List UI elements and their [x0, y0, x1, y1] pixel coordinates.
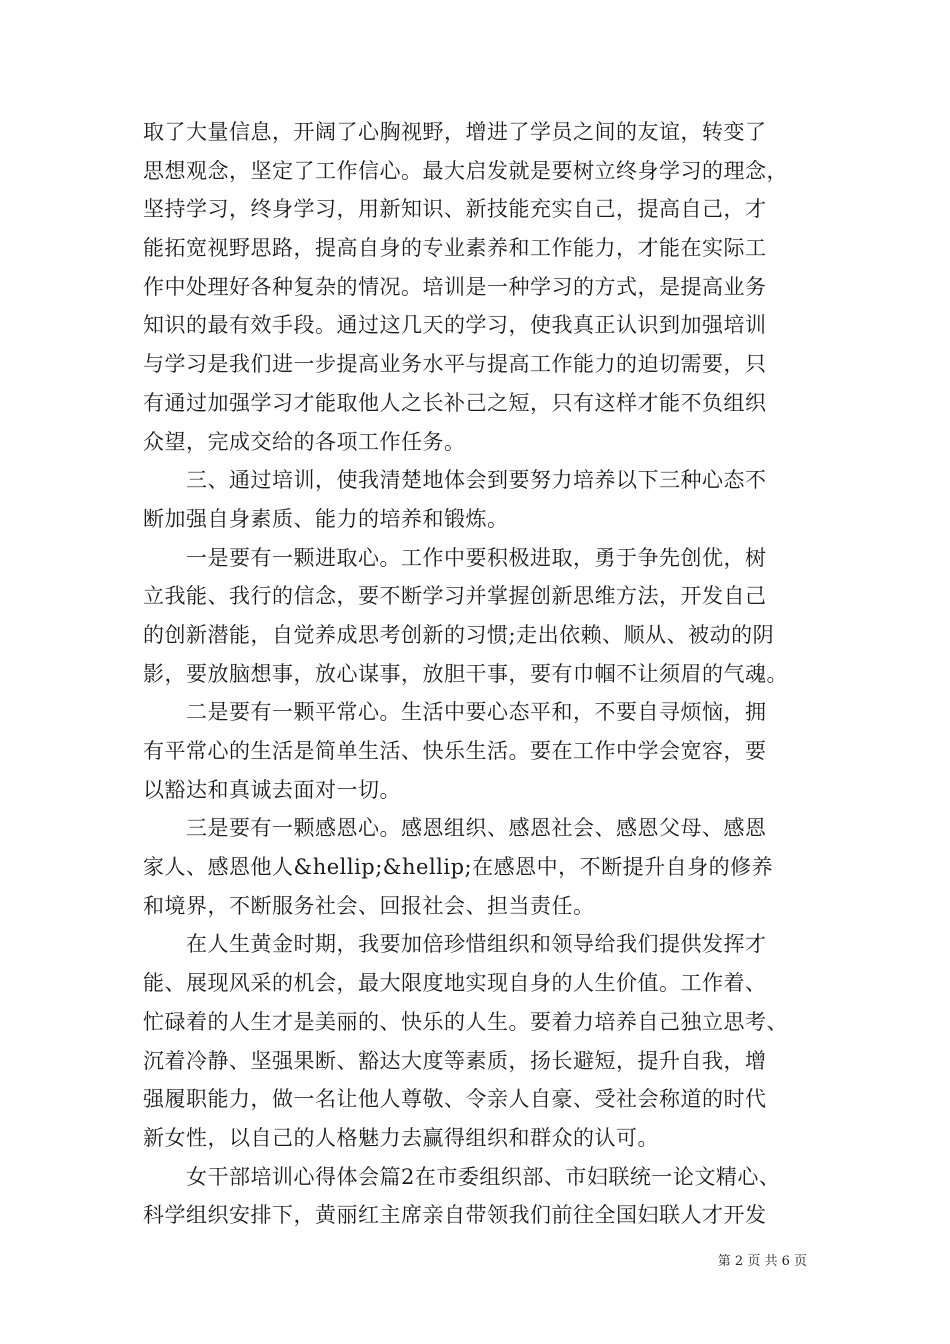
- text-line: 强履职能力，做一名让他人尊敬、令亲人自豪、受社会称道的时代: [143, 1087, 767, 1112]
- text-line: 二是要有一颗平常心。生活中要心态平和，不要自寻烦恼，拥: [143, 700, 767, 725]
- body-text: [143, 113, 815, 1235]
- text-line: 作中处理好各种复杂的情况。培训是一种学习的方式，是提高业务: [143, 274, 767, 299]
- text-line: 沉着冷静、坚强果断、豁达大度等素质，扬长避短，提升自我，增: [143, 1048, 767, 1073]
- text-line: 一是要有一颗进取心。工作中要积极进取，勇于争先创优，树: [143, 545, 767, 570]
- text-line: 思想观念，坚定了工作信心。最大启发就是要树立终身学习的理念，: [143, 158, 788, 183]
- text-line: 取了大量信息，开阔了心胸视野，增进了学员之间的友谊，转变了: [143, 120, 767, 144]
- text-line: 以豁达和真诚去面对一切。: [143, 777, 401, 802]
- text-line: 能拓宽视野思路，提高自身的专业素养和工作能力，才能在实际工: [143, 236, 767, 261]
- text-line: 与学习是我们进一步提高业务水平与提高工作能力的迫切需要，只: [143, 352, 767, 377]
- text-line: 和境界，不断服务社会、回报社会、担当责任。: [143, 893, 595, 918]
- text-line: 立我能、我行的信念，要不断学习并掌握创新思维方法，开发自己: [143, 584, 767, 609]
- text-line: 有平常心的生活是简单生活、快乐生活。要在工作中学会宽容，要: [143, 739, 767, 763]
- text-line: 断加强自身素质、能力的培养和锻炼。: [143, 506, 509, 531]
- text-line: 女干部培训心得体会篇2在市委组织部、市妇联统一论文精心、: [143, 1164, 781, 1189]
- text-line: 三、通过培训，使我清楚地体会到要努力培养以下三种心态不: [143, 468, 767, 493]
- text-line: 能、展现风采的机会，最大限度地实现自身的人生价值。工作着、: [143, 971, 767, 996]
- text-line: 忙碌着的人生才是美丽的、快乐的人生。要着力培养自己独立思考、: [143, 1009, 788, 1034]
- text-line: 知识的最有效手段。通过这几天的学习，使我真正认识到加强培训: [143, 313, 767, 338]
- text-line: 新女性，以自己的人格魅力去赢得组织和群众的认可。: [143, 1125, 659, 1150]
- text-line: 科学组织安排下，黄丽红主席亲自带领我们前往全国妇联人才开发: [143, 1203, 767, 1228]
- text-line: 众望，完成交给的各项工作任务。: [143, 429, 466, 454]
- text-line: 家人、感恩他人&hellip;&hellip;在感恩中，不断提升自身的修养: [143, 855, 774, 880]
- text-line: 在人生黄金时期，我要加倍珍惜组织和领导给我们提供发挥才: [143, 932, 767, 957]
- text-line: 三是要有一颗感恩心。感恩组织、感恩社会、感恩父母、感恩: [143, 816, 767, 841]
- text-line: 有通过加强学习才能取他人之长补己之短，只有这样才能不负组织: [143, 390, 767, 415]
- text-line: 坚持学习，终身学习，用新知识、新技能充实自己，提高自己，才: [143, 197, 767, 222]
- text-line: 影，要放脑想事，放心谋事，放胆干事，要有巾帼不让须眉的气魂。: [143, 661, 788, 686]
- text-line: 的创新潜能，自觉养成思考创新的习惯;走出依赖、顺从、被动的阴: [143, 622, 775, 647]
- page-number: 第 2 页 共 6 页: [717, 1254, 807, 1269]
